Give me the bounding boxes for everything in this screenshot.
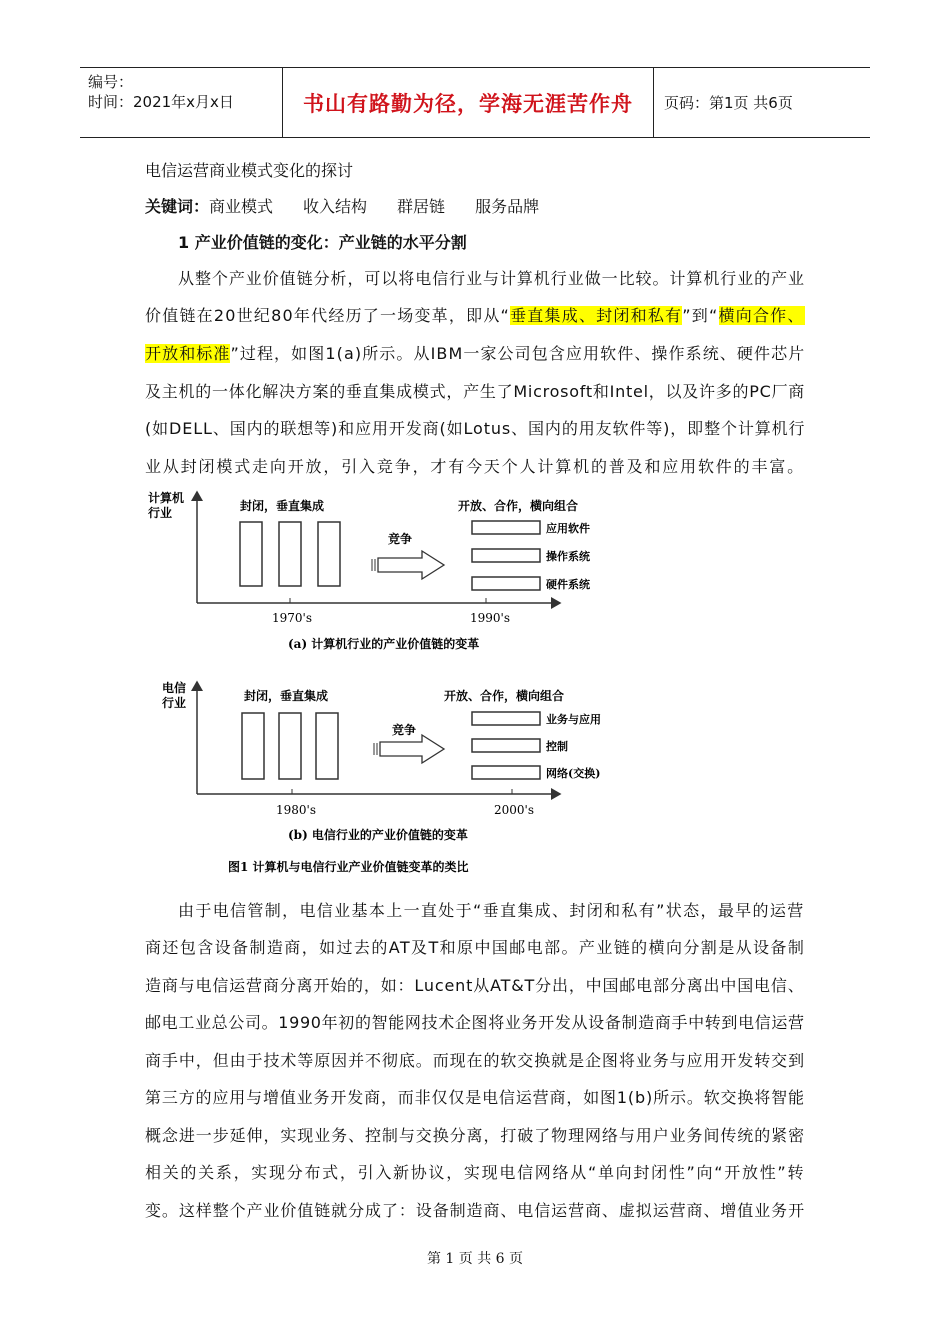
motto: 书山有路勤为径，学海无涯苦作舟 <box>282 68 654 137</box>
time-label: 时间：2021年x月x日 <box>88 93 234 111</box>
arrow-label: 竞争 <box>388 532 413 546</box>
arrow-icon <box>372 551 444 579</box>
page-header <box>80 67 870 138</box>
paragraph-line: 业从封闭模式走向开放，引入竞争，才有今天个人计算机的普及和应用软件的丰富。 <box>145 457 806 476</box>
keyword: 收入结构 <box>303 197 368 216</box>
panel-caption: (a) 计算机行业的产业价值链的变革 <box>288 637 480 651</box>
right-label: 开放、合作，横向组合 <box>458 499 579 513</box>
paragraph-line: 由于电信管制，电信业基本上一直处于“垂直集成、封闭和私有”状态，最早的运营 <box>178 901 805 920</box>
vertical-block <box>279 713 301 779</box>
paragraph-line: 造商与电信运营商分离开始的，如：Lucent从AT&T分出，中国邮电部分离出中国电信、 <box>145 976 805 995</box>
header-meta <box>88 72 234 112</box>
x-tick-label: 1980's <box>276 803 316 817</box>
vertical-block <box>279 522 301 586</box>
horizontal-layer <box>472 521 540 534</box>
y-axis-label: 行业 <box>148 506 173 520</box>
paragraph-line: 及主机的一体化解决方案的垂直集成模式，产生了Microsoft和Intel，以及许多的PC厂商 <box>145 382 806 401</box>
right-label: 开放、合作，横向组合 <box>444 689 565 703</box>
keyword: 商业模式 <box>209 197 274 216</box>
highlight: 横向合作、 <box>718 306 805 325</box>
layer-label: 操作系统 <box>546 550 590 563</box>
layer-label: 应用软件 <box>546 522 590 535</box>
page-footer: 第 1 页 共 6 页 <box>426 1251 524 1267</box>
paragraph-line: 邮电工业总公司。1990年初的智能网技术企图将业务开发从设备制造商手中转到电信运营 <box>145 1013 805 1032</box>
figure-1 <box>140 488 601 878</box>
arrow-label: 竞争 <box>392 723 417 737</box>
paragraph-line: 开放和标准”过程，如图1(a)所示。从IBM一家公司包含应用软件、操作系统、硬件芯片 <box>145 344 806 363</box>
keyword: 群居链 <box>397 197 446 216</box>
left-label: 封闭，垂直集成 <box>240 499 325 513</box>
vertical-block <box>318 522 340 586</box>
paragraph-line: 第三方的应用与增值业务开发商，而非仅仅是电信运营商，如图1(b)所示。软交换将智能 <box>145 1088 805 1107</box>
number-label: 编号： <box>88 73 134 91</box>
panel-caption: (b) 电信行业的产业价值链的变革 <box>288 828 468 842</box>
horizontal-layer <box>472 739 540 752</box>
panel-b <box>162 680 601 842</box>
x-tick-label: 1970's <box>272 611 312 625</box>
y-axis-label: 行业 <box>162 696 187 710</box>
paragraph-line: 价值链在20世纪80年代经历了一场变革，即从“垂直集成、封闭和私有”到“横向合作、 <box>145 306 805 325</box>
layer-label: 硬件系统 <box>546 578 590 591</box>
paragraph-line: 概念进一步延伸，实现业务、控制与交换分离，打破了物理网络与用户业务间传统的紧密 <box>145 1126 806 1145</box>
vertical-block <box>240 522 262 586</box>
keywords-label: 关键词： <box>145 197 210 216</box>
x-tick-label: 1990's <box>470 611 510 625</box>
keyword: 服务品牌 <box>475 197 540 216</box>
horizontal-layer <box>472 549 540 562</box>
paragraph-line: 商手中，但由于技术等原因并不彻底。而现在的软交换就是企图将业务与应用开发转交到 <box>145 1051 806 1070</box>
figure-caption: 图1 计算机与电信行业产业价值链变革的类比 <box>228 860 469 874</box>
keywords-line <box>145 197 539 217</box>
x-tick-label: 2000's <box>494 803 534 817</box>
layer-label: 业务与应用 <box>546 713 601 726</box>
vertical-block <box>316 713 338 779</box>
doc-title: 电信运营商业模式变化的探讨 <box>145 161 354 180</box>
arrow-icon <box>374 735 444 763</box>
horizontal-layer <box>472 712 540 725</box>
paragraph-line: 变。这样整个产业价值链就分成了：设备制造商、电信运营商、虚拟运营商、增值业务开 <box>145 1201 806 1220</box>
paragraph-line: 从整个产业价值链分析，可以将电信行业与计算机行业做一比较。计算机行业的产业 <box>178 269 806 288</box>
y-axis-label: 计算机 <box>148 491 185 505</box>
highlight: 垂直集成、封闭和私有 <box>510 306 683 325</box>
left-label: 封闭，垂直集成 <box>244 689 329 703</box>
layer-label: 网络(交换) <box>546 767 601 780</box>
paragraph-line: (如DELL、国内的联想等)和应用开发商(如Lotus、国内的用友软件等)，即整个计算机行 <box>145 419 806 438</box>
paragraph-line: 相关的关系，实现分布式，引入新协议，实现电信网络从“单向封闭性”向“开放性”转 <box>145 1163 806 1182</box>
section-heading: 1 产业价值链的变化：产业链的水平分割 <box>178 233 467 252</box>
layer-label: 控制 <box>546 740 568 753</box>
page-indicator: 页码：第1页 共6页 <box>664 94 793 112</box>
y-axis-label: 电信 <box>162 681 187 695</box>
vertical-block <box>242 713 264 779</box>
panel-a <box>148 490 590 651</box>
horizontal-layer <box>472 766 540 779</box>
highlight: 开放和标准 <box>145 344 231 363</box>
horizontal-layer <box>472 577 540 590</box>
paragraph-line: 商还包含设备制造商，如过去的AT及T和原中国邮电部。产业链的横向分割是从设备制 <box>145 938 806 957</box>
